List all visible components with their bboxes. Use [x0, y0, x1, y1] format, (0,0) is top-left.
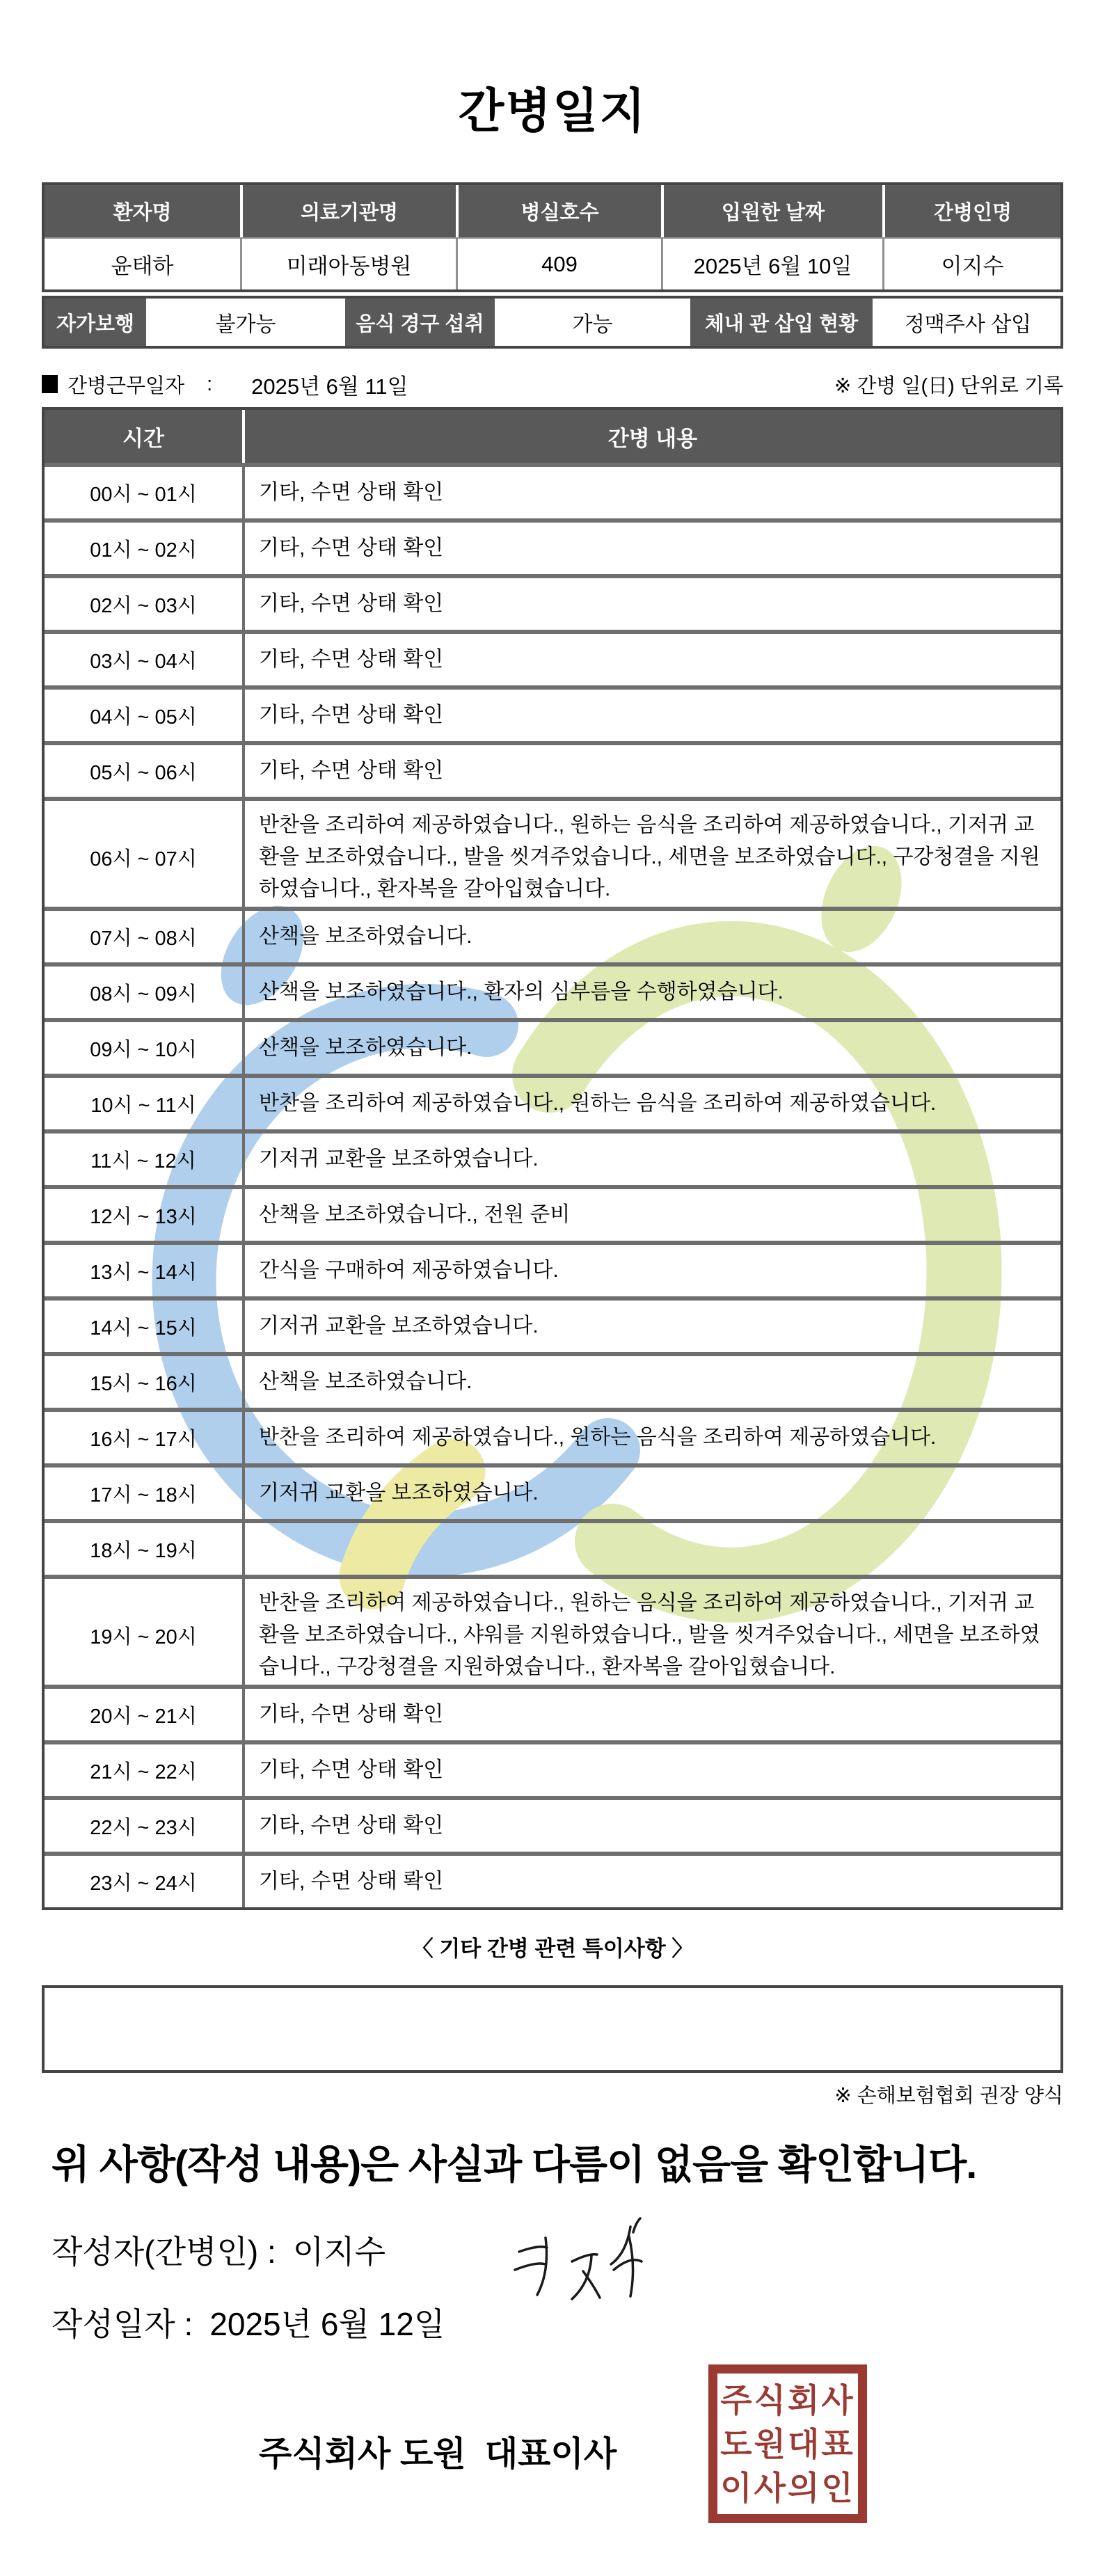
- confirmation-statement: 위 사항(작성 내용)은 사실과 다름이 없음을 확인합니다.: [51, 2142, 977, 2187]
- table-row: [45, 1796, 1060, 1852]
- status-value-cell: 불가능: [146, 299, 342, 346]
- table-row: [45, 574, 1060, 630]
- content-cell: 기저귀 교환을 보조하였습니다.: [242, 1134, 1060, 1185]
- time-cell: 15시 ~ 16시: [90, 1372, 197, 1395]
- table-row: [45, 1074, 1060, 1129]
- time-cell: 09시 ~ 10시: [90, 1038, 197, 1061]
- content-cell: 기타, 수면 상태 확인: [242, 1744, 1060, 1796]
- patient-info-table: [42, 182, 1063, 292]
- content-cell: 산책을 보조하였습니다.: [242, 1356, 1060, 1408]
- content-cell: 기타, 수면 상태 확인: [242, 634, 1060, 685]
- table-row: [45, 1185, 1060, 1241]
- content-cell: 간식을 구매하여 제공하였습니다.: [242, 1245, 1060, 1296]
- time-cell: 03시 ~ 04시: [90, 650, 197, 673]
- status-label-cell: 자가보행: [45, 299, 146, 346]
- special-notes-title: 〈 기타 간병 관련 특이사항 〉: [411, 1937, 694, 1961]
- table-row: [45, 1463, 1060, 1519]
- care-log-table: [42, 407, 1063, 1910]
- content-cell: 기저귀 교환을 보조하였습니다.: [242, 1301, 1060, 1352]
- written-date-label: 작성일자 :: [51, 2306, 193, 2342]
- time-cell: 01시 ~ 02시: [90, 539, 197, 562]
- table-row: [45, 1685, 1060, 1740]
- table-row: [45, 630, 1060, 685]
- care-table-rows: [45, 463, 1060, 1907]
- content-cell: 기타, 수면 상태 확인: [242, 578, 1060, 630]
- special-notes-box: [42, 1985, 1063, 2073]
- content-cell: 기타, 수면 상태 롹인: [242, 1856, 1060, 1907]
- content-cell: 반찬을 조리하여 제공하였습니다., 원하는 음식을 조리하여 제공하였습니다., 기저귀 교환을 보조하였습니다., 발을 씻겨주었습니다., 세면을 보조하였습니다., 구강청결을 지원하였습니다., 환자복을 갈아입혔습니다.: [242, 801, 1060, 914]
- time-cell: 16시 ~ 17시: [90, 1428, 197, 1451]
- table-row: [45, 1241, 1060, 1296]
- patient-value-cell: 2025년 6월 10일: [661, 239, 882, 289]
- content-cell: 산책을 보조하였습니다.: [242, 911, 1060, 962]
- content-cell: 기타, 수면 상태 확인: [242, 690, 1060, 741]
- content-cell: 반찬을 조리하여 제공하였습니다., 원하는 음식을 조리하여 제공하였습니다.: [242, 1412, 1060, 1463]
- patient-header-cell: 간병인명: [882, 185, 1060, 237]
- time-cell: 11시 ~ 12시: [90, 1150, 196, 1172]
- patient-info-value-row: [45, 237, 1060, 289]
- patient-value-cell: 이지수: [882, 239, 1060, 289]
- table-row: [45, 1018, 1060, 1074]
- time-cell: 20시 ~ 21시: [90, 1705, 197, 1728]
- patient-value-cell: 409: [456, 239, 661, 289]
- stamp-text-line: 주식회사: [720, 2381, 855, 2419]
- time-cell: 22시 ~ 23시: [90, 1816, 197, 1839]
- time-cell: 07시 ~ 08시: [90, 927, 197, 950]
- content-cell: 기타, 수면 상태 확인: [242, 523, 1060, 574]
- content-cell: [242, 1523, 1060, 1575]
- time-cell: 23시 ~ 24시: [90, 1872, 197, 1895]
- patient-header-cell: 병실호수: [456, 185, 661, 237]
- table-row: [45, 962, 1060, 1018]
- time-cell: 19시 ~ 20시: [90, 1625, 197, 1648]
- status-value-cell: 가능: [495, 299, 687, 346]
- time-column-header: 시간: [45, 410, 242, 463]
- table-row: [45, 463, 1060, 518]
- content-cell: 기타, 수면 상태 확인: [242, 1689, 1060, 1740]
- time-cell: 10시 ~ 11시: [90, 1094, 196, 1117]
- content-cell: 반찬을 조리하여 제공하였습니다., 원하는 음식을 조리하여 제공하였습니다., 기저귀 교환을 보조하였습니다., 샤워를 지원하였습니다., 발을 씻겨주었습니다., 세면을 보조하였습니다., 구강청결을 지원하였습니다., 환자복을 갈아입혔습니다.: [242, 1579, 1060, 1692]
- content-cell: 기타, 수면 상태 확인: [242, 745, 1060, 797]
- duty-date-value: 2025년 6월 11일: [251, 374, 408, 399]
- table-row: [45, 1519, 1060, 1575]
- duty-date-line: [42, 371, 1063, 397]
- patient-header-cell: 의료기관명: [240, 185, 456, 237]
- company-ceo-line: 주식회사 도원 대표이사: [259, 2435, 617, 2473]
- table-row: [45, 1408, 1060, 1463]
- time-cell: 18시 ~ 19시: [90, 1539, 197, 1562]
- time-cell: 05시 ~ 06시: [90, 761, 197, 784]
- daily-record-note: ※ 간병 일(日) 단위로 기록: [834, 374, 1063, 397]
- status-value-cell: 정맥주사 삽입: [873, 299, 1060, 346]
- patient-header-cell: 입원한 날짜: [661, 185, 882, 237]
- duty-date-label: 간병근무일자: [67, 374, 185, 397]
- page-title: 간병일지: [458, 85, 647, 138]
- table-row: [45, 1129, 1060, 1185]
- table-row: [45, 907, 1060, 962]
- stamp-text-line: 도원대표: [720, 2425, 855, 2463]
- time-cell: 14시 ~ 15시: [90, 1317, 197, 1339]
- status-label-cell: 음식 경구 섭취: [342, 299, 495, 346]
- written-date-value: 2025년 6월 12일: [209, 2306, 445, 2342]
- table-row: [45, 1352, 1060, 1408]
- content-cell: 기저귀 교환을 보조하였습니다.: [242, 1468, 1060, 1519]
- table-row: [45, 1740, 1060, 1796]
- content-cell: 기타, 수면 상태 확인: [242, 1800, 1060, 1852]
- stamp-text-line: 이사의인: [720, 2469, 855, 2506]
- content-cell: 산책을 보조하였습니다.: [242, 1022, 1060, 1074]
- table-row: [45, 1296, 1060, 1352]
- table-row: [45, 685, 1060, 741]
- recommended-form-note: ※ 손해보험협회 권장 양식: [834, 2085, 1063, 2107]
- patient-header-cell: 환자명: [45, 185, 240, 237]
- content-cell: 기타, 수면 상태 확인: [242, 467, 1060, 518]
- patient-value-cell: 미래아동병원: [240, 239, 456, 289]
- time-cell: 02시 ~ 03시: [90, 594, 197, 617]
- time-cell: 13시 ~ 14시: [90, 1261, 197, 1284]
- time-cell: 06시 ~ 07시: [90, 848, 197, 870]
- corporate-seal-stamp: [708, 2364, 867, 2523]
- care-table-header-row: [45, 410, 1060, 463]
- status-label-cell: 체내 관 삽입 현황: [687, 299, 873, 346]
- time-cell: 21시 ~ 22시: [90, 1760, 197, 1783]
- writer-name: 이지수: [292, 2234, 386, 2270]
- patient-info-header-row: [45, 185, 1060, 237]
- patient-status-row: [42, 296, 1063, 349]
- duty-date-colon: :: [207, 372, 213, 395]
- time-cell: 08시 ~ 09시: [90, 983, 197, 1005]
- time-cell: 04시 ~ 05시: [90, 706, 197, 729]
- content-column-header: 간병 내용: [242, 410, 1060, 463]
- table-row: [45, 1575, 1060, 1685]
- time-cell: 12시 ~ 13시: [90, 1205, 197, 1228]
- square-bullet-icon: [42, 375, 58, 393]
- table-row: [45, 797, 1060, 907]
- table-row: [45, 1852, 1060, 1907]
- handwritten-signature: [487, 2211, 668, 2337]
- time-cell: 00시 ~ 01시: [90, 483, 197, 506]
- writer-label: 작성자(간병인) :: [51, 2234, 276, 2270]
- time-cell: 17시 ~ 18시: [90, 1484, 197, 1506]
- content-cell: 산책을 보조하였습니다., 전원 준비: [242, 1189, 1060, 1241]
- table-row: [45, 518, 1060, 574]
- content-cell: 산책을 보조하였습니다., 환자의 심부름을 수행하였습니다.: [242, 967, 1060, 1018]
- table-row: [45, 741, 1060, 797]
- content-cell: 반찬을 조리하여 제공하였습니다., 원하는 음식을 조리하여 제공하였습니다.: [242, 1078, 1060, 1129]
- patient-value-cell: 윤태하: [45, 239, 240, 289]
